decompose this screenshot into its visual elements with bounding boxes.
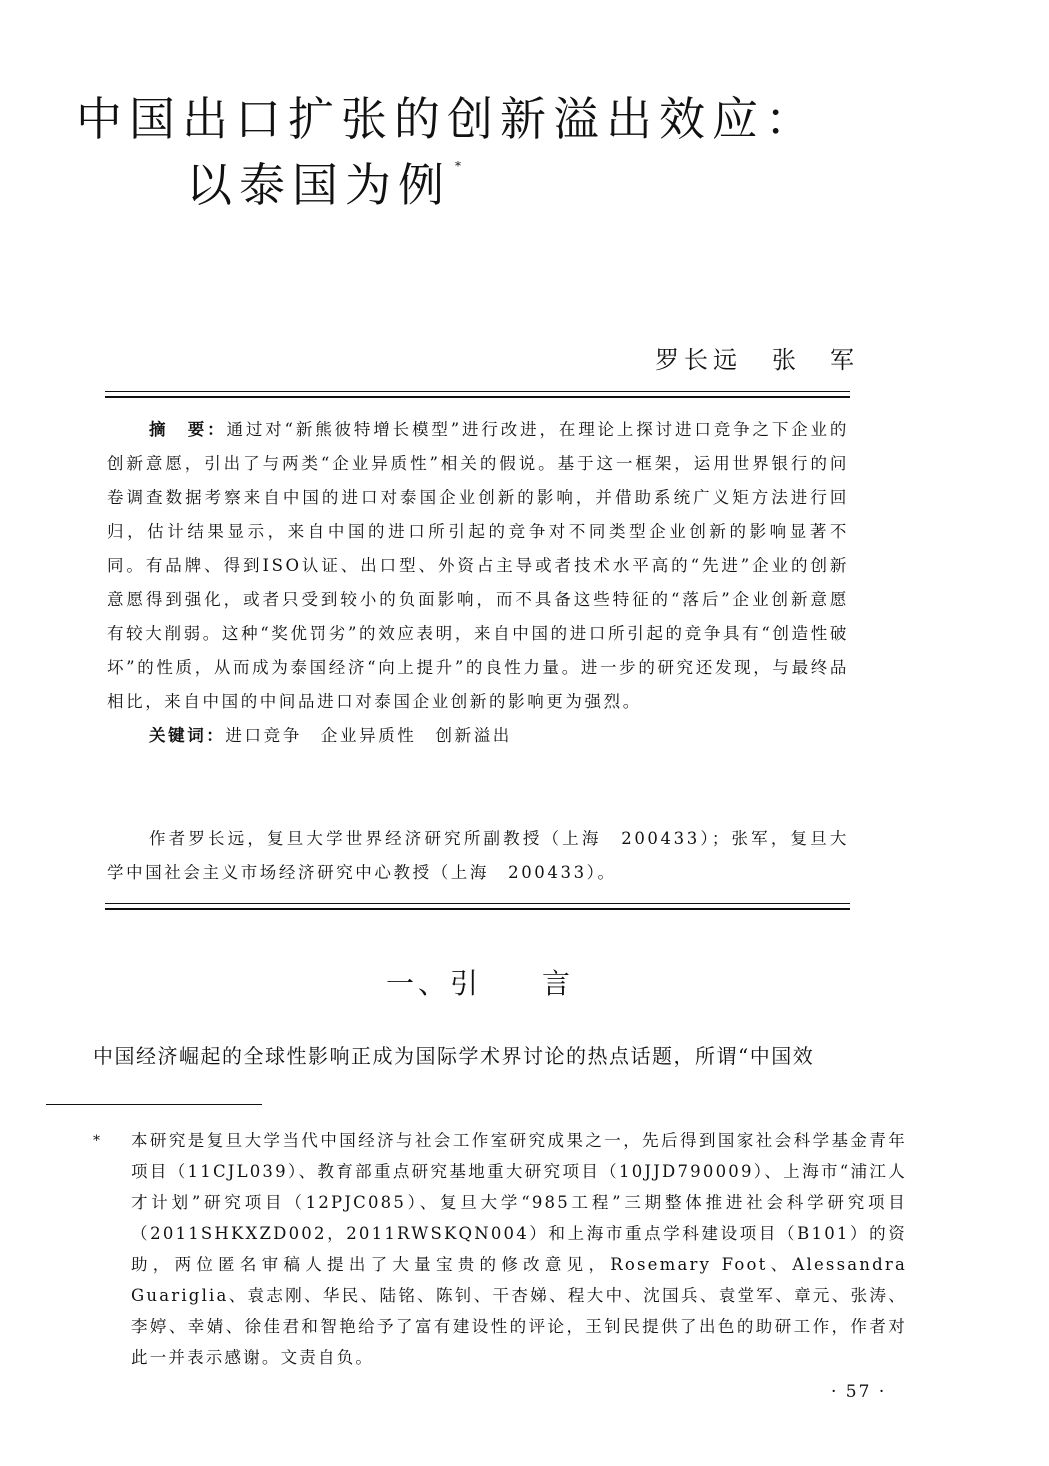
abstract-bottom-rule bbox=[105, 903, 850, 910]
author-2: 张 军 bbox=[772, 346, 859, 374]
page-number: · 57 · bbox=[831, 1382, 887, 1402]
footnote-mark: * bbox=[93, 1133, 100, 1149]
keywords-paragraph bbox=[107, 719, 849, 753]
title-line-2-text: 以泰国为例 bbox=[186, 158, 451, 212]
article-title-line-1 bbox=[76, 92, 818, 146]
author-info-block bbox=[107, 822, 849, 890]
footnote-block bbox=[131, 1125, 907, 1373]
section-number: 一、引 bbox=[386, 967, 483, 1000]
abstract-label: 摘 要： bbox=[149, 420, 227, 439]
title-line-1-text: 中国出口扩张的创新溢出效应： bbox=[76, 92, 818, 146]
footnote-separator bbox=[46, 1104, 262, 1105]
abstract-text: 通过对“新熊彼特增长模型”进行改进，在理论上探讨进口竞争之下企业的创新意愿，引出了与两类“企业异质性”相关的假说。基于这一框架，运用世界银行的问卷调查数据考察来自中国的进口对泰国企业创新的影响，并借助系统广义矩方法进行回归，估计结果显示，来自中国的进口所引起的竞争对不同类型企业创新的影响显著不同。有品牌、得到ISO认证、出口型、外资占主导或者技术水平高的“先进”企业的创新意愿得到强化，或者只受到较小的负面影响，而不具备这些特征的“落后”企业创新意愿有较大削弱。这种“奖优罚劣”的效应表明，来自中国的进口所引起的竞争具有“创造性破坏”的性质，从而成为泰国经济“向上提升”的良性力量。进一步的研究还发现，与最终品相比，来自中国的中间品进口对泰国企业创新的影响更为强烈。 bbox=[107, 420, 849, 711]
author-info-text: 作者罗长远，复旦大学世界经济研究所副教授（上海 200433）；张军，复旦大学中国社会主义市场经济研究中心教授（上海 200433）。 bbox=[107, 829, 849, 882]
title-footnote-mark: * bbox=[455, 159, 461, 173]
abstract-block bbox=[107, 413, 849, 753]
section-title: 言 bbox=[542, 967, 575, 1000]
abstract-paragraph bbox=[107, 413, 849, 719]
section-heading bbox=[386, 962, 574, 1002]
keywords-text: 进口竞争 企业异质性 创新溢出 bbox=[225, 726, 512, 745]
article-title-line-2 bbox=[186, 158, 461, 212]
abstract-top-rule bbox=[105, 391, 850, 398]
author-1: 罗长远 bbox=[655, 346, 742, 374]
author-names bbox=[655, 340, 859, 375]
body-paragraph-start: 中国经济崛起的全球性影响正成为国际学术界讨论的热点话题，所谓“中国效 bbox=[93, 1044, 815, 1068]
keywords-label: 关键词： bbox=[149, 726, 226, 745]
footnote-text: 本研究是复旦大学当代中国经济与社会工作室研究成果之一，先后得到国家社会科学基金青年项目（11CJL039）、教育部重点研究基地重大研究项目（10JJD790009）、上海市“浦江人才计划”研究项目（12PJC085）、复旦大学“985工程”三期整体推进社会科学研究项目（2011SHKXZD002，2011RWSKQN004）和上海市重点学科建设项目（B101）的资助，两位匿名审稿人提出了大量宝贵的修改意见，Rosemary Foot、Alessandra Guariglia、袁志刚、华民、陆铭、陈钊、干杏娣、程大中、沈国兵、袁堂军、章元、张涛、李婷、幸婧、徐佳君和智艳给予了富有建设性的评论，王钊民提供了出色的助研工作，作者对此一并表示感谢。文责自负。 bbox=[131, 1131, 907, 1367]
